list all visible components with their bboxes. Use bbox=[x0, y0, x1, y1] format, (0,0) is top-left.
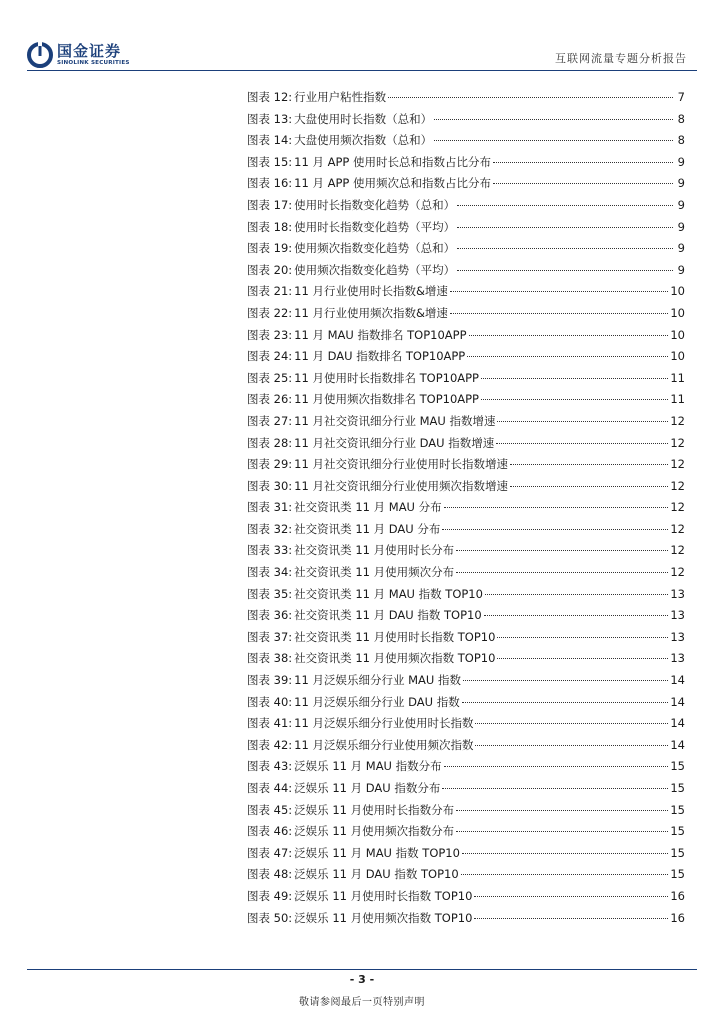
toc-entry-page: 12 bbox=[670, 435, 685, 450]
toc-entry[interactable] bbox=[247, 305, 685, 327]
toc-entry-page: 16 bbox=[670, 910, 685, 925]
toc-entry-page: 15 bbox=[670, 867, 685, 882]
toc-entry-page: 11 bbox=[670, 370, 685, 385]
toc-entry-label: 图表 14: bbox=[247, 133, 293, 148]
toc-entry-label: 图表 41: bbox=[247, 716, 293, 731]
toc-dot-leader bbox=[434, 140, 673, 141]
toc-dot-leader bbox=[481, 399, 668, 400]
toc-entry-label: 图表 44: bbox=[247, 781, 293, 795]
toc-entry[interactable] bbox=[247, 910, 685, 932]
toc-entry-page: 8 bbox=[677, 133, 685, 148]
toc-dot-leader bbox=[481, 378, 668, 379]
toc-entry-title: 11 月行业使用时长指数&增速 bbox=[294, 284, 448, 299]
toc-dot-leader bbox=[467, 356, 668, 357]
disclaimer-text: 敬请参阅最后一页特别声明 bbox=[299, 997, 425, 1008]
toc-entry-title: 大盘使用频次指数（总和） bbox=[294, 133, 433, 148]
toc-entry-title: 社交资讯类 11 月 DAU 分布 bbox=[294, 521, 441, 536]
toc-entry[interactable] bbox=[247, 413, 685, 435]
toc-dot-leader bbox=[442, 529, 668, 530]
toc-entry[interactable] bbox=[247, 111, 685, 133]
toc-entry-label: 图表 20: bbox=[247, 262, 293, 277]
sinolink-logo-icon bbox=[27, 42, 53, 68]
toc-entry-page: 14 bbox=[670, 737, 685, 752]
table-of-figures bbox=[247, 89, 685, 931]
toc-entry-title: 泛娱乐 11 月 DAU 指数分布 bbox=[294, 781, 441, 795]
toc-entry[interactable] bbox=[247, 715, 685, 737]
toc-dot-leader bbox=[475, 745, 668, 746]
page-number: - 3 - bbox=[349, 973, 375, 986]
toc-entry[interactable] bbox=[247, 435, 685, 457]
toc-dot-leader bbox=[474, 918, 668, 919]
toc-entry-title: 泛娱乐 11 月 DAU 指数 TOP10 bbox=[294, 867, 459, 882]
toc-entry-page: 13 bbox=[670, 586, 685, 601]
toc-entry[interactable] bbox=[247, 456, 685, 478]
toc-entry-page: 9 bbox=[677, 262, 685, 277]
toc-entry[interactable] bbox=[247, 197, 685, 219]
toc-entry[interactable] bbox=[247, 370, 685, 392]
toc-entry-label: 图表 43: bbox=[247, 759, 293, 774]
toc-entry-title: 社交资讯类 11 月 MAU 指数 TOP10 bbox=[294, 586, 483, 601]
toc-dot-leader bbox=[456, 831, 668, 832]
toc-dot-leader bbox=[484, 615, 669, 616]
toc-entry-page: 10 bbox=[670, 284, 685, 299]
toc-dot-leader bbox=[457, 205, 673, 206]
toc-entry-label: 图表 29: bbox=[247, 457, 293, 472]
toc-entry-page: 15 bbox=[670, 802, 685, 817]
toc-dot-leader bbox=[434, 119, 673, 120]
toc-entry[interactable] bbox=[247, 132, 685, 154]
toc-entry-title: 11 月社交资讯细分行业使用频次指数增速 bbox=[294, 478, 508, 493]
toc-entry[interactable] bbox=[247, 240, 685, 262]
toc-dot-leader bbox=[497, 421, 668, 422]
toc-entry-page: 12 bbox=[670, 543, 685, 558]
toc-entry-label: 图表 15: bbox=[247, 154, 293, 169]
toc-entry-page: 13 bbox=[670, 651, 685, 666]
toc-entry-title: 泛娱乐 11 月使用频次指数 TOP10 bbox=[294, 910, 473, 925]
toc-entry-title: 11 月泛娱乐细分行业 MAU 指数 bbox=[294, 673, 461, 688]
toc-entry-label: 图表 24: bbox=[247, 349, 293, 364]
toc-entry-title: 11 月使用频次指数排名 TOP10APP bbox=[294, 392, 479, 407]
toc-dot-leader bbox=[456, 550, 668, 551]
toc-entry-title: 行业用户粘性指数 bbox=[294, 90, 387, 104]
toc-entry-title: 11 月社交资讯细分行业使用时长指数增速 bbox=[294, 457, 508, 472]
toc-entry-title: 使用时长指数变化趋势（平均） bbox=[294, 219, 456, 234]
toc-entry[interactable] bbox=[247, 391, 685, 413]
toc-entry[interactable] bbox=[247, 629, 685, 651]
toc-entry-title: 社交资讯类 11 月 MAU 分布 bbox=[294, 500, 442, 515]
toc-entry-label: 图表 39: bbox=[247, 673, 293, 688]
toc-dot-leader bbox=[510, 464, 668, 465]
toc-dot-leader bbox=[450, 313, 668, 314]
toc-entry[interactable] bbox=[247, 650, 685, 672]
toc-entry-page: 9 bbox=[677, 197, 685, 212]
toc-entry[interactable] bbox=[247, 737, 685, 759]
toc-entry-label: 图表 30: bbox=[247, 478, 293, 493]
toc-entry-title: 11 月泛娱乐细分行业使用时长指数 bbox=[294, 716, 474, 731]
toc-entry-page: 12 bbox=[670, 500, 685, 515]
toc-entry[interactable] bbox=[247, 780, 685, 802]
toc-entry-label: 图表 35: bbox=[247, 586, 293, 601]
toc-entry[interactable] bbox=[247, 542, 685, 564]
toc-entry[interactable] bbox=[247, 694, 685, 716]
toc-entry-label: 图表 16: bbox=[247, 176, 293, 191]
toc-dot-leader bbox=[474, 896, 668, 897]
toc-dot-leader bbox=[444, 766, 669, 767]
toc-dot-leader bbox=[456, 572, 668, 573]
toc-entry[interactable] bbox=[247, 219, 685, 241]
logo-english-name: SINOLINK SECURITIES bbox=[57, 59, 130, 66]
toc-entry[interactable] bbox=[247, 845, 685, 867]
toc-entry-label: 图表 13: bbox=[247, 111, 293, 126]
toc-entry-label: 图表 46: bbox=[247, 824, 293, 839]
toc-entry-page: 13 bbox=[670, 608, 685, 623]
toc-entry[interactable] bbox=[247, 89, 685, 111]
toc-dot-leader bbox=[493, 162, 673, 163]
toc-entry-title: 大盘使用时长指数（总和） bbox=[294, 111, 433, 126]
toc-entry[interactable] bbox=[247, 521, 685, 543]
toc-entry-page: 10 bbox=[670, 327, 685, 342]
toc-entry-label: 图表 27: bbox=[247, 413, 293, 428]
toc-entry-title: 社交资讯类 11 月 DAU 指数 TOP10 bbox=[294, 608, 482, 623]
toc-entry-page: 12 bbox=[670, 457, 685, 472]
toc-entry[interactable] bbox=[247, 175, 685, 197]
toc-entry[interactable] bbox=[247, 888, 685, 910]
toc-entry-page: 12 bbox=[670, 478, 685, 493]
toc-entry-title: 11 月 DAU 指数排名 TOP10APP bbox=[294, 349, 466, 364]
toc-entry-page: 10 bbox=[670, 349, 685, 364]
toc-entry-title: 11 月社交资讯细分行业 MAU 指数增速 bbox=[294, 413, 496, 428]
toc-entry[interactable] bbox=[247, 262, 685, 284]
toc-entry[interactable] bbox=[247, 499, 685, 521]
toc-entry-title: 社交资讯类 11 月使用时长分布 bbox=[294, 543, 455, 558]
toc-entry[interactable] bbox=[247, 564, 685, 586]
toc-dot-leader bbox=[442, 788, 668, 789]
toc-entry-label: 图表 34: bbox=[247, 565, 293, 580]
toc-entry-page: 10 bbox=[670, 305, 685, 320]
toc-entry[interactable] bbox=[247, 607, 685, 629]
toc-entry-label: 图表 32: bbox=[247, 521, 293, 536]
toc-dot-leader bbox=[457, 248, 673, 249]
toc-dot-leader bbox=[461, 874, 669, 875]
toc-entry-title: 11 月泛娱乐细分行业使用频次指数 bbox=[294, 737, 474, 752]
toc-entry[interactable] bbox=[247, 672, 685, 694]
toc-entry-page: 12 bbox=[670, 521, 685, 536]
toc-entry-page: 14 bbox=[670, 673, 685, 688]
toc-entry-page: 15 bbox=[670, 759, 685, 774]
toc-dot-leader bbox=[510, 486, 668, 487]
toc-entry-page: 9 bbox=[677, 219, 685, 234]
toc-entry-title: 泛娱乐 11 月使用时长指数分布 bbox=[294, 802, 455, 817]
toc-entry-title: 社交资讯类 11 月使用频次分布 bbox=[294, 565, 455, 580]
toc-entry-title: 11 月行业使用频次指数&增速 bbox=[294, 305, 448, 320]
toc-entry[interactable] bbox=[247, 866, 685, 888]
toc-entry-page: 9 bbox=[677, 176, 685, 191]
toc-entry-page: 15 bbox=[670, 845, 685, 860]
toc-dot-leader bbox=[485, 594, 668, 595]
toc-entry-title: 泛娱乐 11 月 MAU 指数分布 bbox=[294, 759, 442, 774]
toc-entry[interactable] bbox=[247, 802, 685, 824]
toc-entry-label: 图表 50: bbox=[247, 910, 293, 925]
toc-entry-title: 社交资讯类 11 月使用频次指数 TOP10 bbox=[294, 651, 496, 666]
toc-entry-label: 图表 45: bbox=[247, 802, 293, 817]
header-divider bbox=[27, 70, 697, 71]
toc-entry[interactable] bbox=[247, 154, 685, 176]
toc-dot-leader bbox=[457, 270, 673, 271]
toc-entry-label: 图表 19: bbox=[247, 241, 293, 256]
toc-entry[interactable] bbox=[247, 327, 685, 349]
toc-dot-leader bbox=[497, 637, 668, 638]
toc-entry-label: 图表 21: bbox=[247, 284, 293, 299]
toc-entry-title: 11 月 MAU 指数排名 TOP10APP bbox=[294, 327, 467, 342]
toc-entry-title: 泛娱乐 11 月使用时长指数 TOP10 bbox=[294, 888, 473, 903]
toc-dot-leader bbox=[475, 723, 668, 724]
toc-entry-label: 图表 47: bbox=[247, 845, 293, 860]
toc-entry-title: 11 月使用时长指数排名 TOP10APP bbox=[294, 370, 479, 385]
toc-entry-page: 16 bbox=[670, 888, 685, 903]
toc-entry-label: 图表 28: bbox=[247, 435, 293, 450]
toc-dot-leader bbox=[457, 227, 673, 228]
toc-entry-page: 12 bbox=[670, 565, 685, 580]
toc-dot-leader bbox=[456, 810, 668, 811]
logo-chinese-name: 国金证券 bbox=[57, 41, 122, 60]
toc-entry-label: 图表 37: bbox=[247, 629, 293, 644]
toc-entry-page: 7 bbox=[677, 90, 685, 104]
toc-entry[interactable] bbox=[247, 478, 685, 500]
toc-dot-leader bbox=[496, 443, 668, 444]
toc-entry-title: 11 月社交资讯细分行业 DAU 指数增速 bbox=[294, 435, 495, 450]
toc-dot-leader bbox=[444, 507, 669, 508]
toc-dot-leader bbox=[493, 183, 673, 184]
toc-entry-label: 图表 49: bbox=[247, 888, 293, 903]
toc-dot-leader bbox=[469, 335, 669, 336]
toc-entry-page: 8 bbox=[677, 111, 685, 126]
toc-entry-label: 图表 26: bbox=[247, 392, 293, 407]
toc-entry[interactable] bbox=[247, 823, 685, 845]
toc-entry-label: 图表 31: bbox=[247, 500, 293, 515]
toc-entry-page: 14 bbox=[670, 694, 685, 709]
toc-entry-title: 泛娱乐 11 月 MAU 指数 TOP10 bbox=[294, 845, 460, 860]
toc-entry-label: 图表 23: bbox=[247, 327, 293, 342]
toc-entry-title: 泛娱乐 11 月使用频次指数分布 bbox=[294, 824, 455, 839]
toc-entry-page: 13 bbox=[670, 629, 685, 644]
toc-entry-title: 使用时长指数变化趋势（总和） bbox=[294, 197, 456, 212]
toc-entry-label: 图表 42: bbox=[247, 737, 293, 752]
toc-entry-label: 图表 18: bbox=[247, 219, 293, 234]
toc-entry-title: 使用频次指数变化趋势（平均） bbox=[294, 262, 456, 277]
toc-entry[interactable] bbox=[247, 586, 685, 608]
toc-entry-label: 图表 25: bbox=[247, 370, 293, 385]
toc-entry-label: 图表 17: bbox=[247, 197, 293, 212]
toc-entry-page: 12 bbox=[670, 413, 685, 428]
toc-dot-leader bbox=[450, 291, 668, 292]
toc-entry-page: 14 bbox=[670, 716, 685, 731]
toc-dot-leader bbox=[462, 702, 669, 703]
footer-divider bbox=[27, 969, 697, 970]
report-title: 互联网流量专题分析报告 bbox=[555, 52, 687, 65]
toc-entry-label: 图表 38: bbox=[247, 651, 293, 666]
toc-entry-title: 11 月 APP 使用时长总和指数占比分布 bbox=[294, 154, 492, 169]
toc-entry-label: 图表 36: bbox=[247, 608, 293, 623]
toc-entry-label: 图表 48: bbox=[247, 867, 293, 882]
toc-entry-page: 11 bbox=[670, 392, 685, 407]
toc-entry-label: 图表 33: bbox=[247, 543, 293, 558]
toc-entry[interactable] bbox=[247, 348, 685, 370]
toc-dot-leader bbox=[463, 680, 668, 681]
toc-entry-label: 图表 40: bbox=[247, 694, 293, 709]
toc-entry-page: 9 bbox=[677, 154, 685, 169]
toc-dot-leader bbox=[462, 853, 668, 854]
toc-dot-leader bbox=[497, 658, 668, 659]
toc-entry[interactable] bbox=[247, 283, 685, 305]
toc-entry-label: 图表 22: bbox=[247, 305, 293, 320]
toc-entry-title: 11 月 APP 使用频次总和指数占比分布 bbox=[294, 176, 492, 191]
toc-entry[interactable] bbox=[247, 758, 685, 780]
toc-entry-title: 社交资讯类 11 月使用时长指数 TOP10 bbox=[294, 629, 496, 644]
toc-entry-title: 使用频次指数变化趋势（总和） bbox=[294, 241, 456, 256]
toc-dot-leader bbox=[388, 97, 673, 98]
company-logo bbox=[27, 40, 130, 70]
toc-entry-title: 11 月泛娱乐细分行业 DAU 指数 bbox=[294, 694, 460, 709]
toc-entry-page: 15 bbox=[670, 824, 685, 839]
toc-entry-label: 图表 12: bbox=[247, 90, 293, 104]
toc-entry-page: 15 bbox=[670, 781, 685, 795]
toc-entry-page: 9 bbox=[677, 241, 685, 256]
